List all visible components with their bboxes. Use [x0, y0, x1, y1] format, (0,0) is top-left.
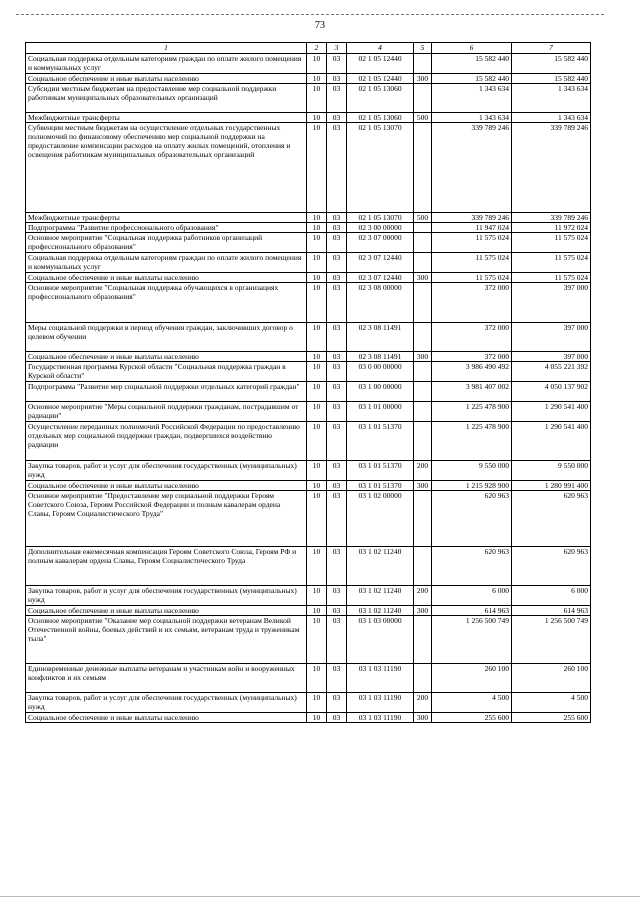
cell-vr [414, 223, 432, 233]
cell-rz: 10 [307, 402, 327, 422]
cell-csr: 03 1 02 11240 [347, 606, 414, 616]
cell-vr [414, 402, 432, 422]
cell-pr: 03 [327, 586, 347, 606]
cell-sum1: 11 947 024 [432, 223, 512, 233]
cell-sum2: 1 290 541 400 [512, 422, 591, 461]
table-row [26, 74, 591, 84]
cell-sum1: 339 789 246 [432, 213, 512, 223]
table-row [26, 491, 591, 547]
column-header: 7 [512, 43, 591, 54]
cell-sum2: 620 963 [512, 547, 591, 586]
table-row [26, 422, 591, 461]
cell-rz: 10 [307, 693, 327, 713]
cell-rz: 10 [307, 664, 327, 693]
cell-sum1: 11 575 024 [432, 233, 512, 253]
column-header: 5 [414, 43, 432, 54]
cell-sum2: 614 963 [512, 606, 591, 616]
cell-vr [414, 616, 432, 664]
cell-pr: 03 [327, 616, 347, 664]
cell-name: Осуществление переданных полномочий Российской Федерации по предоставлению отдельных мер социальной поддержки граждан, подвергшихся воздействию радиации [26, 422, 307, 461]
table-row [26, 713, 591, 723]
cell-name: Межбюджетные трансферты [26, 213, 307, 223]
cell-sum1: 4 500 [432, 693, 512, 713]
cell-pr: 03 [327, 253, 347, 273]
cell-name: Единовременные денежные выплаты ветеранам и участникам войн и вооруженных конфликтов и их семьям [26, 664, 307, 693]
cell-csr: 02 1 05 13060 [347, 84, 414, 113]
cell-csr: 03 1 01 00000 [347, 402, 414, 422]
table-row [26, 84, 591, 113]
cell-csr: 02 3 07 00000 [347, 233, 414, 253]
table-row [26, 113, 591, 123]
table-row [26, 402, 591, 422]
cell-csr: 02 1 05 12440 [347, 74, 414, 84]
cell-rz: 10 [307, 323, 327, 352]
cell-rz: 10 [307, 233, 327, 253]
column-header: 3 [327, 43, 347, 54]
cell-rz: 10 [307, 713, 327, 723]
cell-rz: 10 [307, 422, 327, 461]
cell-vr: 300 [414, 352, 432, 362]
cell-rz: 10 [307, 352, 327, 362]
cell-rz: 10 [307, 606, 327, 616]
cell-vr [414, 84, 432, 113]
table-row [26, 283, 591, 323]
cell-vr [414, 283, 432, 323]
table-row [26, 223, 591, 233]
cell-csr: 02 3 00 00000 [347, 223, 414, 233]
cell-vr [414, 491, 432, 547]
cell-pr: 03 [327, 84, 347, 113]
table-row [26, 547, 591, 586]
cell-vr [414, 547, 432, 586]
cell-rz: 10 [307, 84, 327, 113]
cell-pr: 03 [327, 491, 347, 547]
cell-sum1: 3 986 490 492 [432, 362, 512, 382]
cell-sum1: 1 343 634 [432, 113, 512, 123]
cell-rz: 10 [307, 547, 327, 586]
cell-csr: 02 1 05 13070 [347, 123, 414, 213]
cell-pr: 03 [327, 402, 347, 422]
cell-vr [414, 323, 432, 352]
cell-sum1: 9 550 000 [432, 461, 512, 481]
cell-pr: 03 [327, 233, 347, 253]
cell-sum2: 339 789 246 [512, 123, 591, 213]
cell-rz: 10 [307, 213, 327, 223]
table-row [26, 606, 591, 616]
cell-pr: 03 [327, 113, 347, 123]
cell-sum1: 260 100 [432, 664, 512, 693]
cell-vr: 200 [414, 461, 432, 481]
table-row [26, 54, 591, 74]
cell-pr: 03 [327, 273, 347, 283]
cell-name: Основное мероприятие "Социальная поддержка обучающихся в организациях профессионального образования" [26, 283, 307, 323]
table-row [26, 253, 591, 273]
cell-rz: 10 [307, 123, 327, 213]
cell-sum1: 1 225 478 900 [432, 422, 512, 461]
bottom-rule [0, 896, 640, 897]
cell-name: Межбюджетные трансферты [26, 113, 307, 123]
column-header: 4 [347, 43, 414, 54]
cell-name: Дополнительная ежемесячная компенсация Героям Советского Союза, Героям РФ и полным кавалерам ордена Славы, Героям Социалистического Труда [26, 547, 307, 586]
cell-vr [414, 422, 432, 461]
cell-csr: 03 1 01 51370 [347, 481, 414, 491]
cell-pr: 03 [327, 422, 347, 461]
cell-csr: 03 1 03 00000 [347, 616, 414, 664]
cell-sum1: 3 981 407 002 [432, 382, 512, 402]
cell-csr: 02 3 08 00000 [347, 283, 414, 323]
cell-pr: 03 [327, 213, 347, 223]
cell-rz: 10 [307, 382, 327, 402]
cell-vr: 300 [414, 74, 432, 84]
cell-rz: 10 [307, 362, 327, 382]
column-header: 6 [432, 43, 512, 54]
cell-name: Подпрограмма "Развитие профессионального образования" [26, 223, 307, 233]
cell-pr: 03 [327, 461, 347, 481]
cell-pr: 03 [327, 283, 347, 323]
cell-sum1: 372 000 [432, 283, 512, 323]
table-row [26, 586, 591, 606]
cell-rz: 10 [307, 491, 327, 547]
cell-pr: 03 [327, 382, 347, 402]
cell-name: Субвенции местным бюджетам на осуществление отдельных государственных полномочий по финансовому обеспечению мер социальной поддержки на предоставление компенсации расходов на оплату жилых помещений, отопления и освещения работникам муниципальных образовательных организаций [26, 123, 307, 213]
cell-pr: 03 [327, 362, 347, 382]
cell-sum2: 397 000 [512, 323, 591, 352]
cell-name: Социальная поддержка отдельным категориям граждан по оплате жилого помещения и коммунальных услуг [26, 54, 307, 74]
cell-sum2: 4 055 221 392 [512, 362, 591, 382]
cell-rz: 10 [307, 283, 327, 323]
cell-name: Основное мероприятие "Меры социальной поддержки гражданам, пострадавшим от радиации" [26, 402, 307, 422]
cell-name: Основное мероприятие "Оказание мер социальной поддержки ветеранам Великой Отечественной войны, боевых действий и их семьям, ветеранам труда и труженикам тыла" [26, 616, 307, 664]
cell-vr: 300 [414, 713, 432, 723]
cell-sum2: 11 972 024 [512, 223, 591, 233]
cell-name: Социальное обеспечение и иные выплаты населению [26, 352, 307, 362]
cell-sum2: 255 600 [512, 713, 591, 723]
cell-name: Социальное обеспечение и иные выплаты населению [26, 273, 307, 283]
cell-sum1: 1 256 500 749 [432, 616, 512, 664]
cell-sum1: 11 575 024 [432, 273, 512, 283]
cell-vr [414, 54, 432, 74]
cell-pr: 03 [327, 54, 347, 74]
cell-sum1: 614 963 [432, 606, 512, 616]
cell-sum2: 339 789 246 [512, 213, 591, 223]
cell-pr: 03 [327, 481, 347, 491]
cell-sum2: 1 280 991 400 [512, 481, 591, 491]
cell-csr: 02 3 07 12440 [347, 253, 414, 273]
table-row [26, 616, 591, 664]
cell-csr: 02 3 08 11491 [347, 323, 414, 352]
cell-csr: 03 1 03 11190 [347, 713, 414, 723]
cell-vr [414, 664, 432, 693]
cell-rz: 10 [307, 54, 327, 74]
cell-sum2: 397 000 [512, 283, 591, 323]
cell-rz: 10 [307, 461, 327, 481]
cell-sum2: 6 000 [512, 586, 591, 606]
cell-csr: 02 1 05 13060 [347, 113, 414, 123]
cell-csr: 03 1 03 11190 [347, 664, 414, 693]
cell-name: Закупка товаров, работ и услуг для обеспечения государственных (муниципальных) нужд [26, 461, 307, 481]
cell-pr: 03 [327, 547, 347, 586]
cell-sum1: 620 963 [432, 491, 512, 547]
cell-csr: 02 3 08 11491 [347, 352, 414, 362]
table-row [26, 664, 591, 693]
cell-rz: 10 [307, 113, 327, 123]
cell-csr: 03 1 02 11240 [347, 586, 414, 606]
cell-csr: 03 1 01 51370 [347, 461, 414, 481]
cell-sum1: 372 000 [432, 323, 512, 352]
cell-sum1: 372 000 [432, 352, 512, 362]
cell-vr [414, 362, 432, 382]
column-header: 1 [26, 43, 307, 54]
header-row [26, 43, 591, 54]
cell-vr: 500 [414, 113, 432, 123]
cell-rz: 10 [307, 616, 327, 664]
cell-sum1: 6 000 [432, 586, 512, 606]
cell-sum2: 4 050 137 902 [512, 382, 591, 402]
cell-vr [414, 382, 432, 402]
top-rule [16, 14, 604, 15]
cell-pr: 03 [327, 664, 347, 693]
cell-sum2: 11 575 024 [512, 253, 591, 273]
cell-rz: 10 [307, 586, 327, 606]
cell-sum1: 620 963 [432, 547, 512, 586]
cell-pr: 03 [327, 123, 347, 213]
cell-pr: 03 [327, 323, 347, 352]
column-header: 2 [307, 43, 327, 54]
cell-csr: 03 1 02 11240 [347, 547, 414, 586]
cell-vr: 200 [414, 693, 432, 713]
cell-sum2: 1 256 500 749 [512, 616, 591, 664]
table-row [26, 461, 591, 481]
cell-sum1: 255 600 [432, 713, 512, 723]
cell-sum2: 15 582 440 [512, 74, 591, 84]
cell-name: Социальное обеспечение и иные выплаты населению [26, 713, 307, 723]
cell-sum1: 1 215 928 900 [432, 481, 512, 491]
cell-sum1: 15 582 440 [432, 74, 512, 84]
table-row [26, 362, 591, 382]
table-row [26, 233, 591, 253]
cell-pr: 03 [327, 74, 347, 84]
cell-name: Основное мероприятие "Предоставление мер социальной поддержки Героям Советского Союза, Героям Российской Федерации и полным кавалерам ордена Славы, Героям Социалистического Труда" [26, 491, 307, 547]
cell-pr: 03 [327, 606, 347, 616]
cell-csr: 02 1 05 13070 [347, 213, 414, 223]
cell-rz: 10 [307, 481, 327, 491]
cell-vr [414, 233, 432, 253]
cell-vr [414, 253, 432, 273]
cell-pr: 03 [327, 713, 347, 723]
cell-name: Закупка товаров, работ и услуг для обеспечения государственных (муниципальных) нужд [26, 693, 307, 713]
cell-name: Основное мероприятие "Социальная поддержка работников организаций профессионального образования" [26, 233, 307, 253]
cell-pr: 03 [327, 693, 347, 713]
table-row [26, 213, 591, 223]
table-row [26, 123, 591, 213]
cell-csr: 02 3 07 12440 [347, 273, 414, 283]
cell-name: Социальная поддержка отдельным категориям граждан по оплате жилого помещения и коммунальных услуг [26, 253, 307, 273]
cell-name: Государственная программа Курской области "Социальная поддержка граждан в Курской области" [26, 362, 307, 382]
cell-name: Подпрограмма "Развитие мер социальной поддержки отдельных категорий граждан" [26, 382, 307, 402]
table-row [26, 323, 591, 352]
cell-sum1: 1 225 478 900 [432, 402, 512, 422]
cell-sum2: 620 963 [512, 491, 591, 547]
cell-sum1: 15 582 440 [432, 54, 512, 74]
cell-pr: 03 [327, 352, 347, 362]
cell-pr: 03 [327, 223, 347, 233]
cell-sum2: 260 100 [512, 664, 591, 693]
cell-sum1: 339 789 246 [432, 123, 512, 213]
cell-name: Субсидии местным бюджетам на предоставление мер социальной поддержки работникам муниципальных образовательных организаций [26, 84, 307, 113]
table-body [26, 54, 591, 723]
cell-name: Меры социальной поддержки в период обучения граждан, заключивших договор о целевом обучении [26, 323, 307, 352]
cell-vr: 300 [414, 606, 432, 616]
cell-csr: 03 0 00 00000 [347, 362, 414, 382]
cell-csr: 03 1 00 00000 [347, 382, 414, 402]
cell-sum2: 397 000 [512, 352, 591, 362]
cell-sum2: 15 582 440 [512, 54, 591, 74]
cell-sum2: 11 575 024 [512, 273, 591, 283]
cell-rz: 10 [307, 223, 327, 233]
table-row [26, 693, 591, 713]
cell-sum2: 1 343 634 [512, 84, 591, 113]
cell-name: Социальное обеспечение и иные выплаты населению [26, 481, 307, 491]
cell-sum1: 1 343 634 [432, 84, 512, 113]
cell-csr: 02 1 05 12440 [347, 54, 414, 74]
cell-csr: 03 1 02 00000 [347, 491, 414, 547]
table-row [26, 352, 591, 362]
cell-rz: 10 [307, 273, 327, 283]
cell-sum2: 9 550 000 [512, 461, 591, 481]
cell-rz: 10 [307, 74, 327, 84]
budget-table [25, 42, 591, 723]
table-row [26, 481, 591, 491]
cell-csr: 03 1 03 11190 [347, 693, 414, 713]
page-number: 73 [315, 20, 325, 31]
cell-sum2: 11 575 024 [512, 233, 591, 253]
cell-name: Закупка товаров, работ и услуг для обеспечения государственных (муниципальных) нужд [26, 586, 307, 606]
cell-sum2: 1 290 541 400 [512, 402, 591, 422]
table-row [26, 382, 591, 402]
cell-sum2: 4 500 [512, 693, 591, 713]
cell-name: Социальное обеспечение и иные выплаты населению [26, 74, 307, 84]
cell-vr: 300 [414, 273, 432, 283]
cell-sum2: 1 343 634 [512, 113, 591, 123]
cell-vr: 500 [414, 213, 432, 223]
cell-csr: 03 1 01 51370 [347, 422, 414, 461]
table-row [26, 273, 591, 283]
cell-vr: 300 [414, 481, 432, 491]
cell-vr: 200 [414, 586, 432, 606]
cell-vr [414, 123, 432, 213]
cell-name: Социальное обеспечение и иные выплаты населению [26, 606, 307, 616]
cell-sum1: 11 575 024 [432, 253, 512, 273]
cell-rz: 10 [307, 253, 327, 273]
